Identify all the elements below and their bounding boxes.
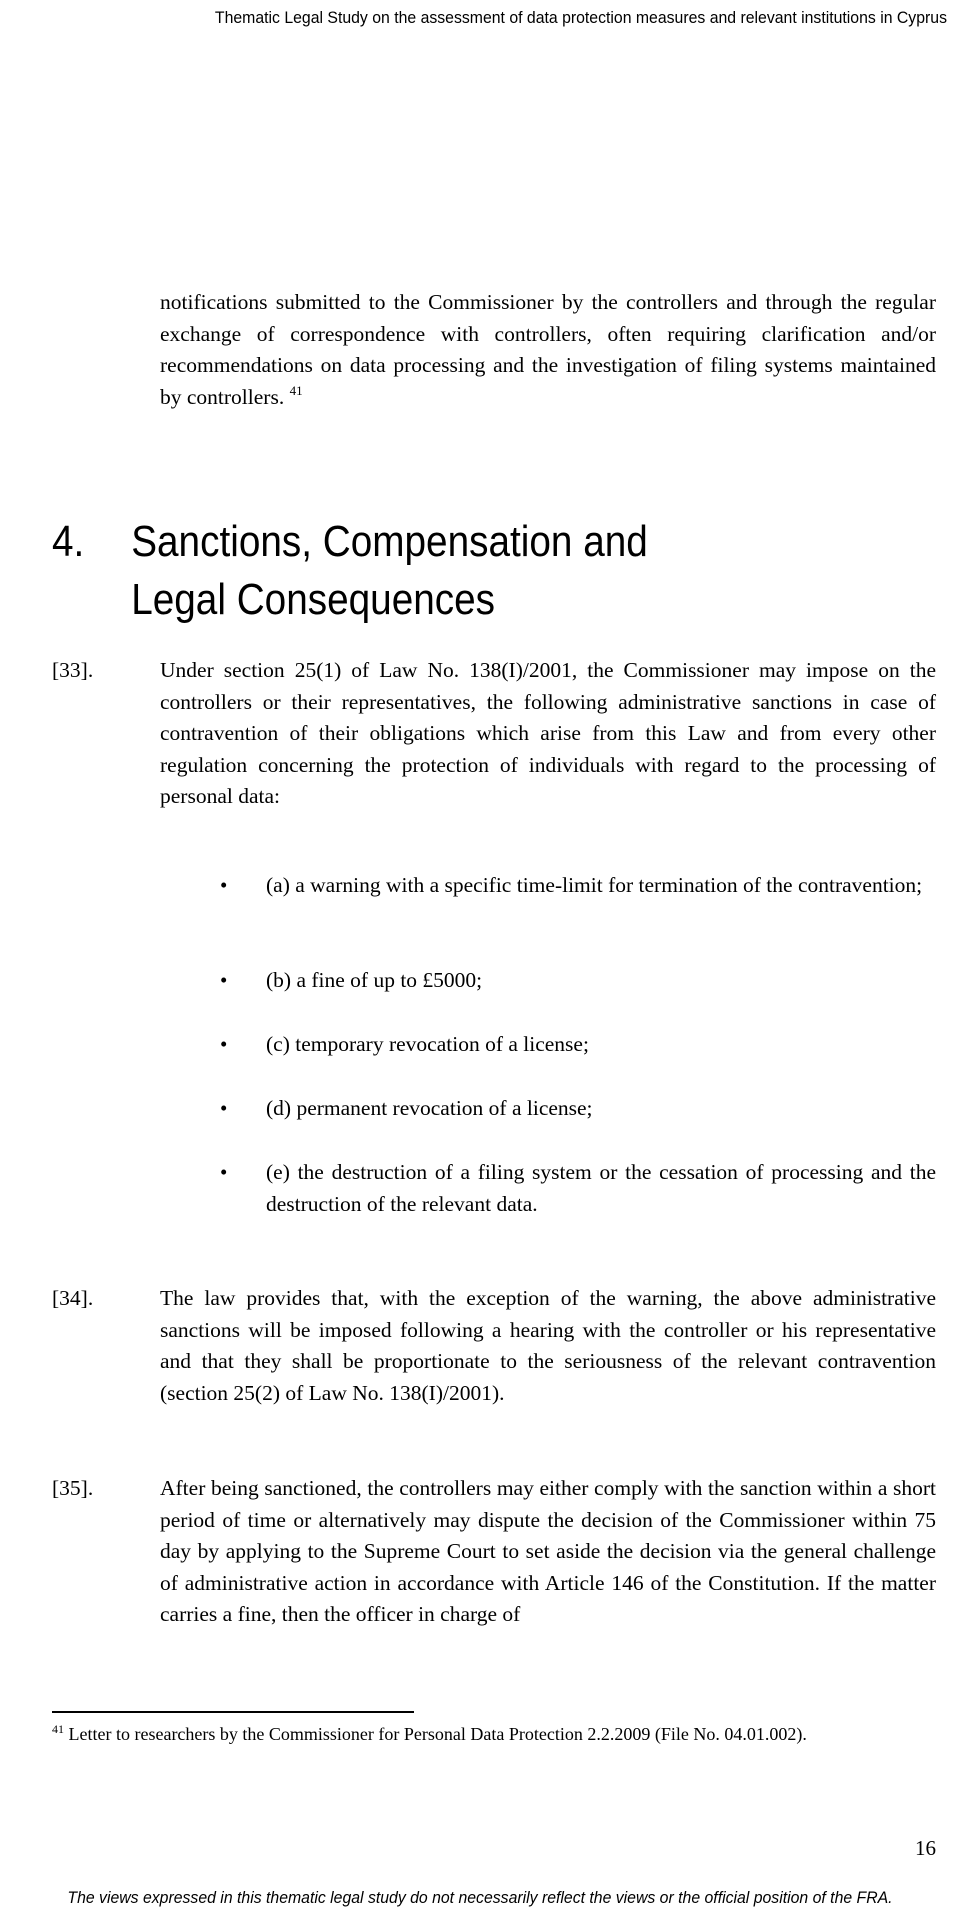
footnote-number: 41 <box>52 1722 64 1736</box>
list-item <box>220 1093 936 1125</box>
bullet-icon: • <box>220 968 228 992</box>
paragraph-number: [33]. <box>52 658 94 682</box>
paragraph-text: Under section 25(1) of Law No. 138(I)/2001, the Commissioner may impose on the controllers or their representatives, the following administrative sanctions in case of contravention of their obligations which arise from this Law and from every other regulation concerning the protection of individuals with regard to the processing of personal data: <box>160 658 936 808</box>
bullet-icon: • <box>220 1160 228 1184</box>
page-number: 16 <box>915 1836 936 1860</box>
section-title: Sanctions, Compensation and Legal Consequences <box>131 517 648 624</box>
bullet-icon: • <box>220 1032 228 1056</box>
list-item-text: (e) the destruction of a filing system or the cessation of processing and the destruction of the relevant data. <box>266 1160 936 1216</box>
list-item-text: (a) a warning with a specific time-limit for termination of the contravention; <box>266 873 923 897</box>
footnote-text: Letter to researchers by the Commissioner for Personal Data Protection 2.2.2009 (File No. 04.01.002). <box>68 1724 807 1744</box>
paragraph-number: [34]. <box>52 1286 94 1310</box>
paragraph-34 <box>52 1283 936 1409</box>
list-item <box>220 1029 936 1061</box>
list-item-text: (c) temporary revocation of a license; <box>266 1032 589 1056</box>
intro-paragraph <box>160 287 936 413</box>
footer-disclaimer: The views expressed in this thematic legal study do not necessarily reflect the views or the official position of the FRA. <box>67 1888 893 1907</box>
list-item <box>220 965 936 997</box>
list-item <box>220 870 936 902</box>
paragraph-35 <box>52 1473 936 1631</box>
list-item-text: (d) permanent revocation of a license; <box>266 1096 593 1120</box>
paragraph-number: [35]. <box>52 1476 94 1500</box>
section-number: 4. <box>52 517 85 566</box>
running-header: Thematic Legal Study on the assessment of data protection measures and relevant institutions in Cyprus <box>214 8 947 27</box>
list-item <box>220 1157 936 1220</box>
bullet-icon: • <box>220 873 228 897</box>
footnote <box>52 1721 902 1748</box>
paragraph-text: The law provides that, with the exception of the warning, the above administrative sanctions will be imposed following a hearing with the controller or his representative and that they shall be proportionate to the seriousness of the relevant contravention (section 25(2) of Law No. 138(I)/2001). <box>160 1286 936 1405</box>
list-item-text: (b) a fine of up to £5000; <box>266 968 483 992</box>
bullet-icon: • <box>220 1096 228 1120</box>
intro-text: notifications submitted to the Commissioner by the controllers and through the regular exchange of correspondence with controllers, often requiring clarification and/or recommendations on data processing and the investigation of filing systems maintained by controllers. <box>160 290 936 409</box>
section-heading <box>52 513 747 629</box>
paragraph-33 <box>52 655 936 813</box>
footnote-reference[interactable]: 41 <box>289 382 303 398</box>
footnote-divider <box>52 1711 414 1713</box>
paragraph-text: After being sanctioned, the controllers may either comply with the sanction within a short period of time or alternatively may dispute the decision of the Commissioner within 75 day by applying to the Supreme Court to set aside the decision via the general challenge of administrative action in accordance with Article 146 of the Constitution. If the matter carries a fine, then the officer in charge of <box>160 1476 936 1626</box>
